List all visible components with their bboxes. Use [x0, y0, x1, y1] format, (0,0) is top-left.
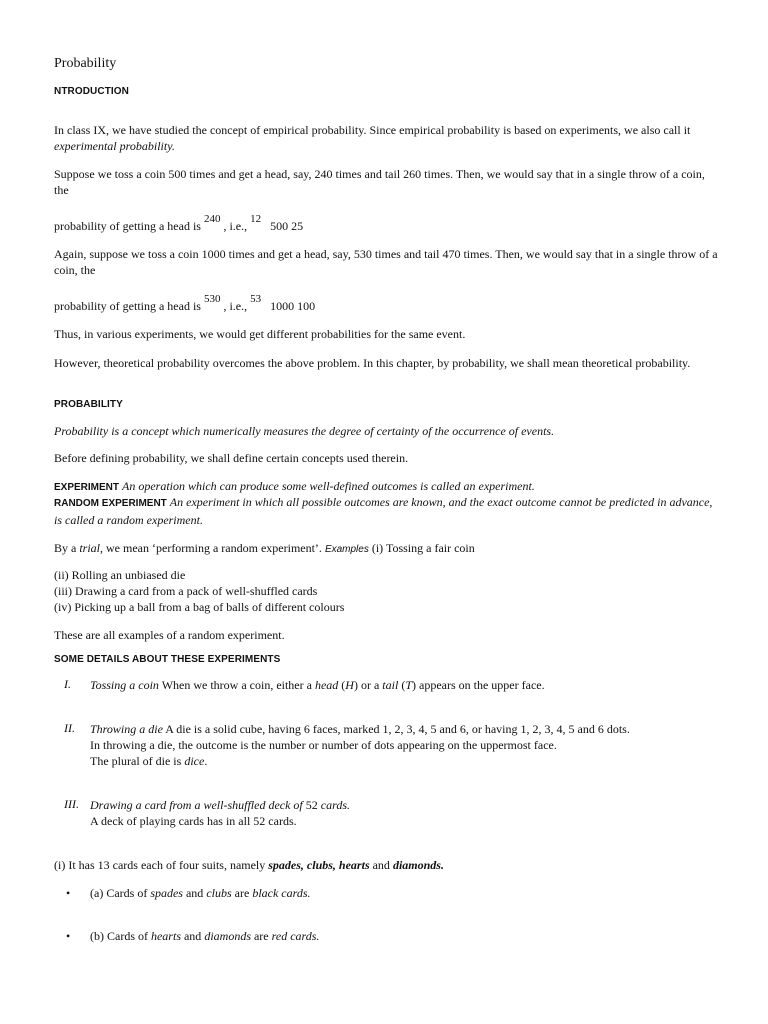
formula-text: probability of getting a head is	[54, 299, 204, 313]
text: and	[182, 886, 207, 900]
item-number: III.	[64, 797, 79, 811]
paragraph-coin-1000: Again, suppose we toss a coin 1000 times and get a head, say, 530 times and tail 470 times. Then, we would say that in a single throw of a coin, the	[54, 247, 718, 277]
item-line	[90, 721, 720, 737]
detail-item-die	[90, 721, 720, 769]
emphasis-text: diamonds	[204, 929, 251, 943]
random-experiment-definition	[54, 494, 720, 528]
formula-numerator: 12	[250, 213, 262, 225]
emphasis-text: dice	[184, 754, 205, 768]
text: and	[180, 929, 205, 943]
detail-item-coin	[90, 677, 720, 693]
term-definition: An experiment in which all possible outcomes are known, and the exact outcome cannot be predicted in advance, is called a random experiment.	[54, 495, 713, 527]
emphasis-text: tail	[382, 678, 399, 692]
emphasis-text: spades	[150, 886, 183, 900]
item-line: In throwing a die, the outcome is the number or number of dots appearing on the uppermost face.	[90, 738, 557, 752]
text: A die is a solid cube, having 6 faces, marked 1, 2, 3, 4, 5 and 6, or having 1, 2, 3, 4, 5 and 6 dots.	[162, 722, 630, 736]
emphasis-text: experimental probability.	[54, 139, 175, 153]
item-title: Throwing a die	[90, 722, 163, 736]
bullet-icon: •	[66, 929, 71, 943]
definition-text: Probability is a concept which numerically measures the degree of certainty of the occurrence of events.	[54, 424, 555, 438]
page-title: Probability	[54, 56, 117, 71]
text: The plural of die is	[90, 754, 185, 768]
emphasis-text: cards.	[320, 798, 350, 812]
emphasis-text: red cards.	[271, 929, 320, 943]
emphasis-text: spades, clubs, hearts	[268, 858, 370, 872]
list-item: (iii) Drawing a card from a pack of well-shuffled cards	[54, 584, 318, 598]
emphasis-text: hearts	[150, 929, 181, 943]
text: ) appears on the upper face.	[412, 678, 545, 692]
probability-heading: PROBABILITY	[54, 399, 123, 410]
formula-numerator: 240	[203, 213, 221, 225]
paragraph-suits	[54, 857, 720, 873]
text: (	[398, 678, 406, 692]
details-heading: SOME DETAILS ABOUT THESE EXPERIMENTS	[54, 654, 281, 665]
examples-list	[54, 567, 720, 615]
paragraph-theoretical: However, theoretical probability overcomes the above problem. In this chapter, by probability, we shall mean theoretical probability.	[54, 356, 691, 370]
emphasis-text: H	[345, 678, 354, 692]
bullet-icon: •	[66, 886, 71, 900]
text: By a	[54, 541, 80, 555]
text: (i) Tossing a fair coin	[368, 541, 475, 555]
text: are	[250, 929, 272, 943]
term-label: EXPERIMENT	[54, 482, 120, 493]
detail-item-cards	[90, 797, 720, 829]
list-item: (ii) Rolling an unbiased die	[54, 568, 186, 582]
emphasis-text: diamonds.	[392, 858, 444, 872]
formula-numerator: 530	[203, 293, 221, 305]
text: (b) Cards of	[90, 929, 151, 943]
item-title: Tossing a coin	[90, 678, 159, 692]
emphasis-text: clubs	[206, 886, 232, 900]
bullet-black-cards	[90, 885, 720, 901]
probability-definition	[54, 423, 720, 439]
emphasis-text: T	[405, 678, 412, 692]
text: .	[204, 754, 208, 768]
term-label: RANDOM EXPERIMENT	[54, 498, 167, 509]
emphasis-text: head	[314, 678, 339, 692]
paragraph-before-defining: Before defining probability, we shall define certain concepts used therein.	[54, 451, 409, 465]
paragraph-various: Thus, in various experiments, we would get different probabilities for the same event.	[54, 327, 466, 341]
emphasis-text: trial	[79, 541, 101, 555]
text: are	[231, 886, 253, 900]
paragraph-empirical	[54, 122, 720, 154]
formula-line-2	[54, 293, 316, 315]
formula-text: , i.e.,	[220, 299, 251, 313]
text: and	[369, 858, 393, 872]
item-number: II.	[64, 721, 75, 735]
item-line	[90, 753, 720, 769]
formula-denominator: 1000 100	[270, 299, 316, 313]
item-line	[90, 797, 720, 813]
paragraph-coin-500: Suppose we toss a coin 500 times and get a head, say, 240 times and tail 260 times. Then, we would say that in a single throw of a coin, the	[54, 167, 705, 197]
paragraph-trial	[54, 540, 720, 558]
bullet-red-cards	[90, 928, 720, 944]
introduction-heading: NTRODUCTION	[54, 86, 129, 97]
item-number: I.	[64, 677, 71, 691]
text: When we throw a coin, either a	[158, 678, 315, 692]
paragraph-examples-summary: These are all examples of a random experiment.	[54, 628, 285, 642]
examples-label: Examples	[324, 544, 369, 555]
list-item: (iv) Picking up a ball from a bag of balls of different colours	[54, 600, 345, 614]
paragraph-text: In class IX, we have studied the concept of empirical probability. Since empirical probability is based on experiments, we also call it	[54, 123, 691, 137]
formula-numerator: 53	[250, 293, 262, 305]
formula-line-1	[54, 213, 304, 235]
text: (i) It has 13 cards each of four suits, namely	[54, 858, 269, 872]
text: (a) Cards of	[90, 886, 151, 900]
item-line: A deck of playing cards has in all 52 cards.	[90, 814, 297, 828]
formula-text: probability of getting a head is	[54, 219, 204, 233]
formula-denominator: 500 25	[270, 219, 304, 233]
text: (	[338, 678, 346, 692]
formula-text: , i.e.,	[220, 219, 251, 233]
emphasis-text: black cards.	[252, 886, 311, 900]
item-title: Drawing a card from a well-shuffled deck of	[90, 798, 303, 812]
text: ) or a	[353, 678, 383, 692]
term-definition: An operation which can produce some well-defined outcomes is called an experiment.	[122, 479, 535, 493]
text: , we mean ‘performing a random experiment’.	[100, 541, 325, 555]
text: 52	[302, 798, 321, 812]
